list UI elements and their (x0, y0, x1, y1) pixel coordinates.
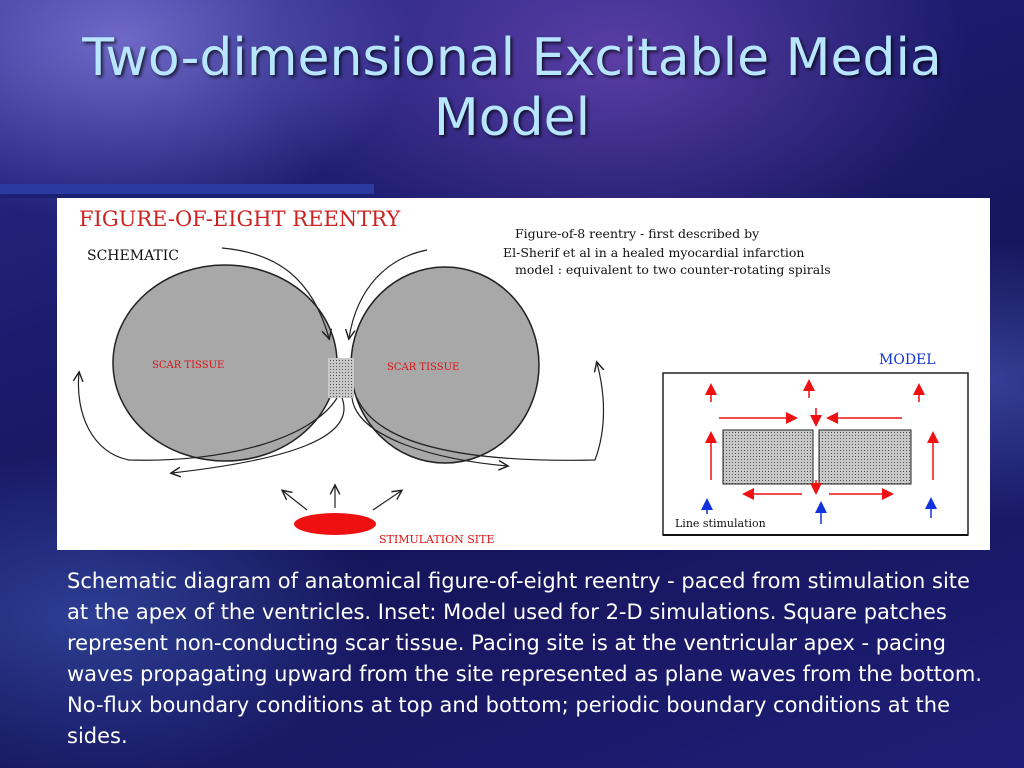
model-scar-patch-right (819, 430, 911, 484)
line-stimulation-label: Line stimulation (675, 517, 766, 530)
caption-paragraph-2: No-flux boundary conditions at top and bottom; periodic boundary conditions at the sides. (67, 693, 950, 748)
slide-title-line-2: Model (433, 88, 591, 148)
title-divider (0, 184, 374, 194)
schematic-label: SCHEMATIC (87, 248, 179, 264)
figure-of-eight-diagram (57, 198, 990, 550)
slide-title-line-1: Two-dimensional Excitable Media (82, 28, 942, 88)
description-line-1: Figure-of-8 reentry - first described by (515, 226, 760, 241)
model-scar-patch-left (723, 430, 813, 484)
caption (67, 566, 982, 752)
slide-title (40, 28, 984, 148)
figure-heading: FIGURE-OF-EIGHT REENTRY (79, 207, 401, 231)
diagram-canvas (57, 198, 990, 550)
description-line-2: El-Sherif et al in a healed myocardial infarction (503, 245, 805, 260)
stimulation-site-label: STIMULATION SITE (379, 533, 495, 546)
caption-paragraph-1: Schematic diagram of anatomical figure-of-eight reentry - paced from stimulation site at the apex of the ventricles. Inset: Model used for 2-D simulations. Square patches represent non-conducting scar tissue. Pacing site is at the ventricular apex - pacing waves propagating upward from the site represented as plane waves from the bottom. (67, 569, 982, 686)
description-line-3: model : equivalent to two counter-rotating spirals (515, 262, 831, 277)
isthmus-region (328, 358, 354, 398)
scar-label-left: SCAR TISSUE (152, 360, 225, 371)
model-label: MODEL (879, 352, 936, 368)
model-inset-frame (663, 373, 968, 535)
stimulation-arrow-left (283, 491, 307, 510)
scar-tissue-left (113, 265, 337, 461)
stimulation-site (294, 513, 376, 535)
scar-label-right: SCAR TISSUE (387, 362, 460, 373)
stimulation-arrow-right (373, 491, 401, 510)
